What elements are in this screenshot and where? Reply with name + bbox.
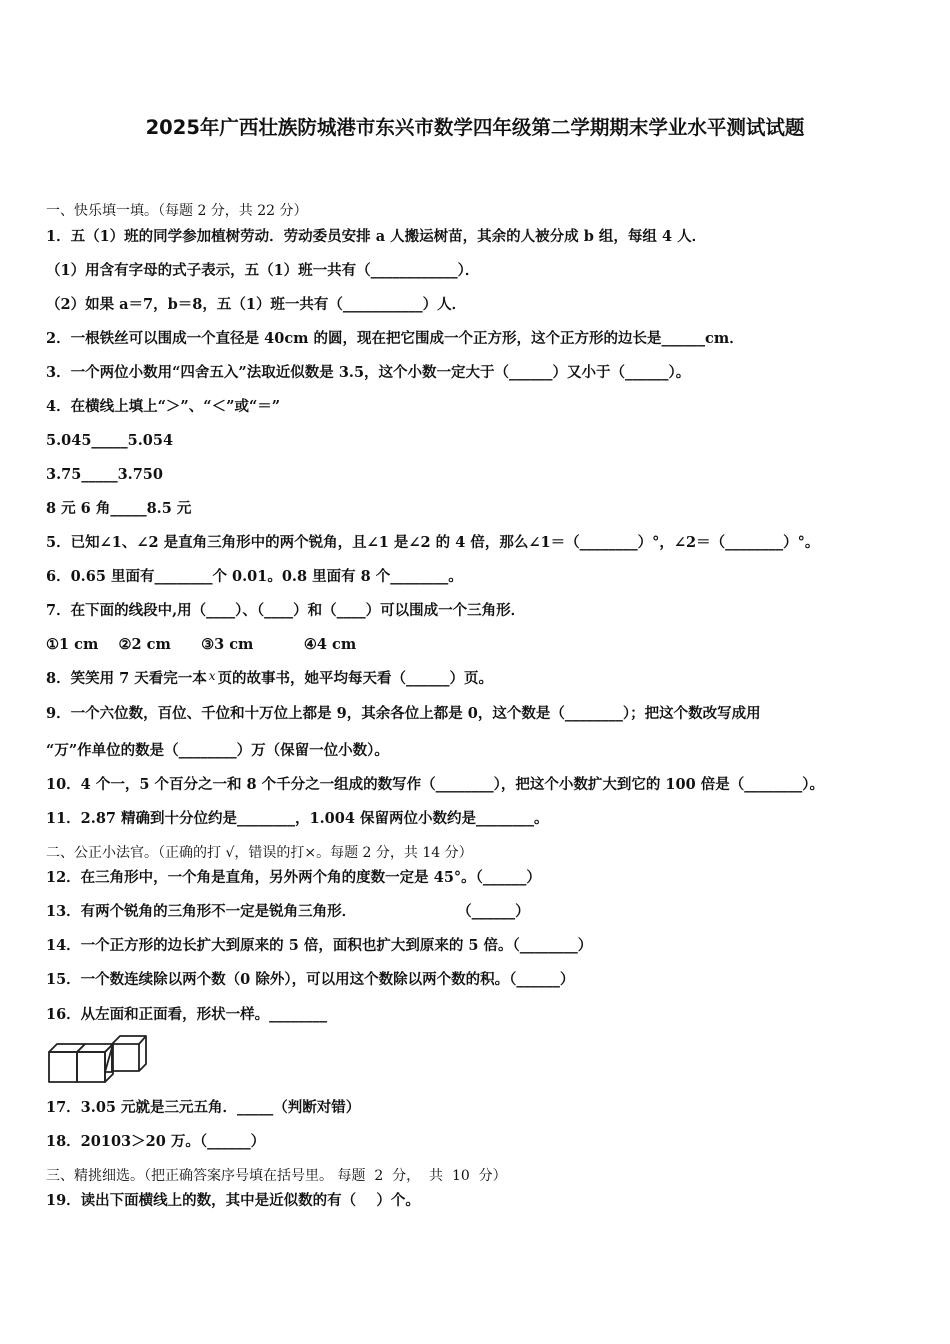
question-18: 18．20103＞20 万。（______） (46, 1133, 266, 1150)
question-4-item-3: 8 元 6 角_____8.5 元 (46, 500, 192, 517)
question-1-part-2: （2）如果 a＝7，b＝8，五（1）班一共有（___________）人． (46, 296, 467, 313)
question-7: 7．在下面的线段中,用（____）、（____）和（____）可以围成一个三角形． (46, 602, 526, 619)
question-8-text-a: 8．笑笑用 7 天看完一本 (46, 670, 207, 687)
question-8-text-b: 页的故事书，她平均每天看（______）页。 (217, 670, 494, 687)
variable-x: x (208, 669, 216, 683)
question-1-part-1: （1）用含有字母的式子表示，五（1）班一共有（____________）． (46, 262, 480, 279)
section-heading-1: 一、快乐填一填。（每题 2 分，共 22 分） (46, 203, 308, 219)
question-8 (46, 670, 493, 688)
question-3: 3．一个两位小数用“四舍五入”法取近似数是 3.5，这个小数一定大于（______）又小于（______）。 (46, 364, 691, 381)
question-13: 13．有两个锐角的三角形不一定是锐角三角形． （______） (46, 903, 530, 920)
question-14: 14．一个正方形的边长扩大到原来的 5 倍，面积也扩大到原来的 5 倍。（________） (46, 937, 593, 954)
question-4-item-1: 5.045_____5.054 (46, 432, 174, 449)
question-16: 16．从左面和正面看，形状一样。________ (46, 1006, 328, 1023)
question-9-part-2: “万”作单位的数是（________）万（保留一位小数）。 (46, 742, 389, 759)
question-7-options: ①1 cm ②2 cm ③3 cm ④4 cm (46, 636, 357, 653)
cube-figure (46, 1034, 156, 1086)
question-12: 12．在三角形中，一个角是直角，另外两个角的度数一定是 45°。（______） (46, 869, 541, 886)
question-9: 9．一个六位数，百位、千位和十万位上都是 9，其余各位上都是 0，这个数是（________）；把这个数改写成用 (46, 705, 761, 722)
question-1: 1．五（1）班的同学参加植树劳动．劳动委员安排 a 人搬运树苗，其余的人被分成 b 组，每组 4 人． (46, 228, 707, 245)
section-heading-2: 二、公正小法官。（正确的打 √，错误的打×。每题 2 分，共 14 分） (46, 845, 473, 861)
section-heading-3: 三、精挑细选。（把正确答案序号填在括号里。 每题 2 分， 共 10 分） (46, 1168, 507, 1184)
question-15: 15．一个数连续除以两个数（0 除外），可以用这个数除以两个数的积。（______） (46, 971, 575, 988)
question-4: 4．在横线上填上“＞”、“＜”或“＝” (46, 398, 281, 415)
question-17: 17．3.05 元就是三元五角．_____（判断对错） (46, 1099, 361, 1116)
question-11: 11．2.87 精确到十分位约是________，1.004 保留两位小数约是________。 (46, 810, 549, 827)
question-6: 6．0.65 里面有________个 0.01。0.8 里面有 8 个________。 (46, 568, 463, 585)
question-2: 2．一根铁丝可以围成一个直径是 40cm 的圆，现在把它围成一个正方形，这个正方形的边长是______cm． (46, 330, 744, 347)
question-5: 5．已知∠1、∠2 是直角三角形中的两个锐角，且∠1 是∠2 的 4 倍，那么∠1＝（________）°，∠2＝（________）°。 (46, 534, 820, 551)
page-title: 2025年广西壮族防城港市东兴市数学四年级第二学期期末学业水平测试试题 (145, 116, 805, 139)
question-4-item-2: 3.75_____3.750 (46, 466, 163, 483)
question-19: 19．读出下面横线上的数，其中是近似数的有（ ）个。 (46, 1192, 420, 1209)
question-10: 10．4 个一，5 个百分之一和 8 个千分之一组成的数写作（________），把这个小数扩大到它的 100 倍是（________）。 (46, 776, 824, 793)
